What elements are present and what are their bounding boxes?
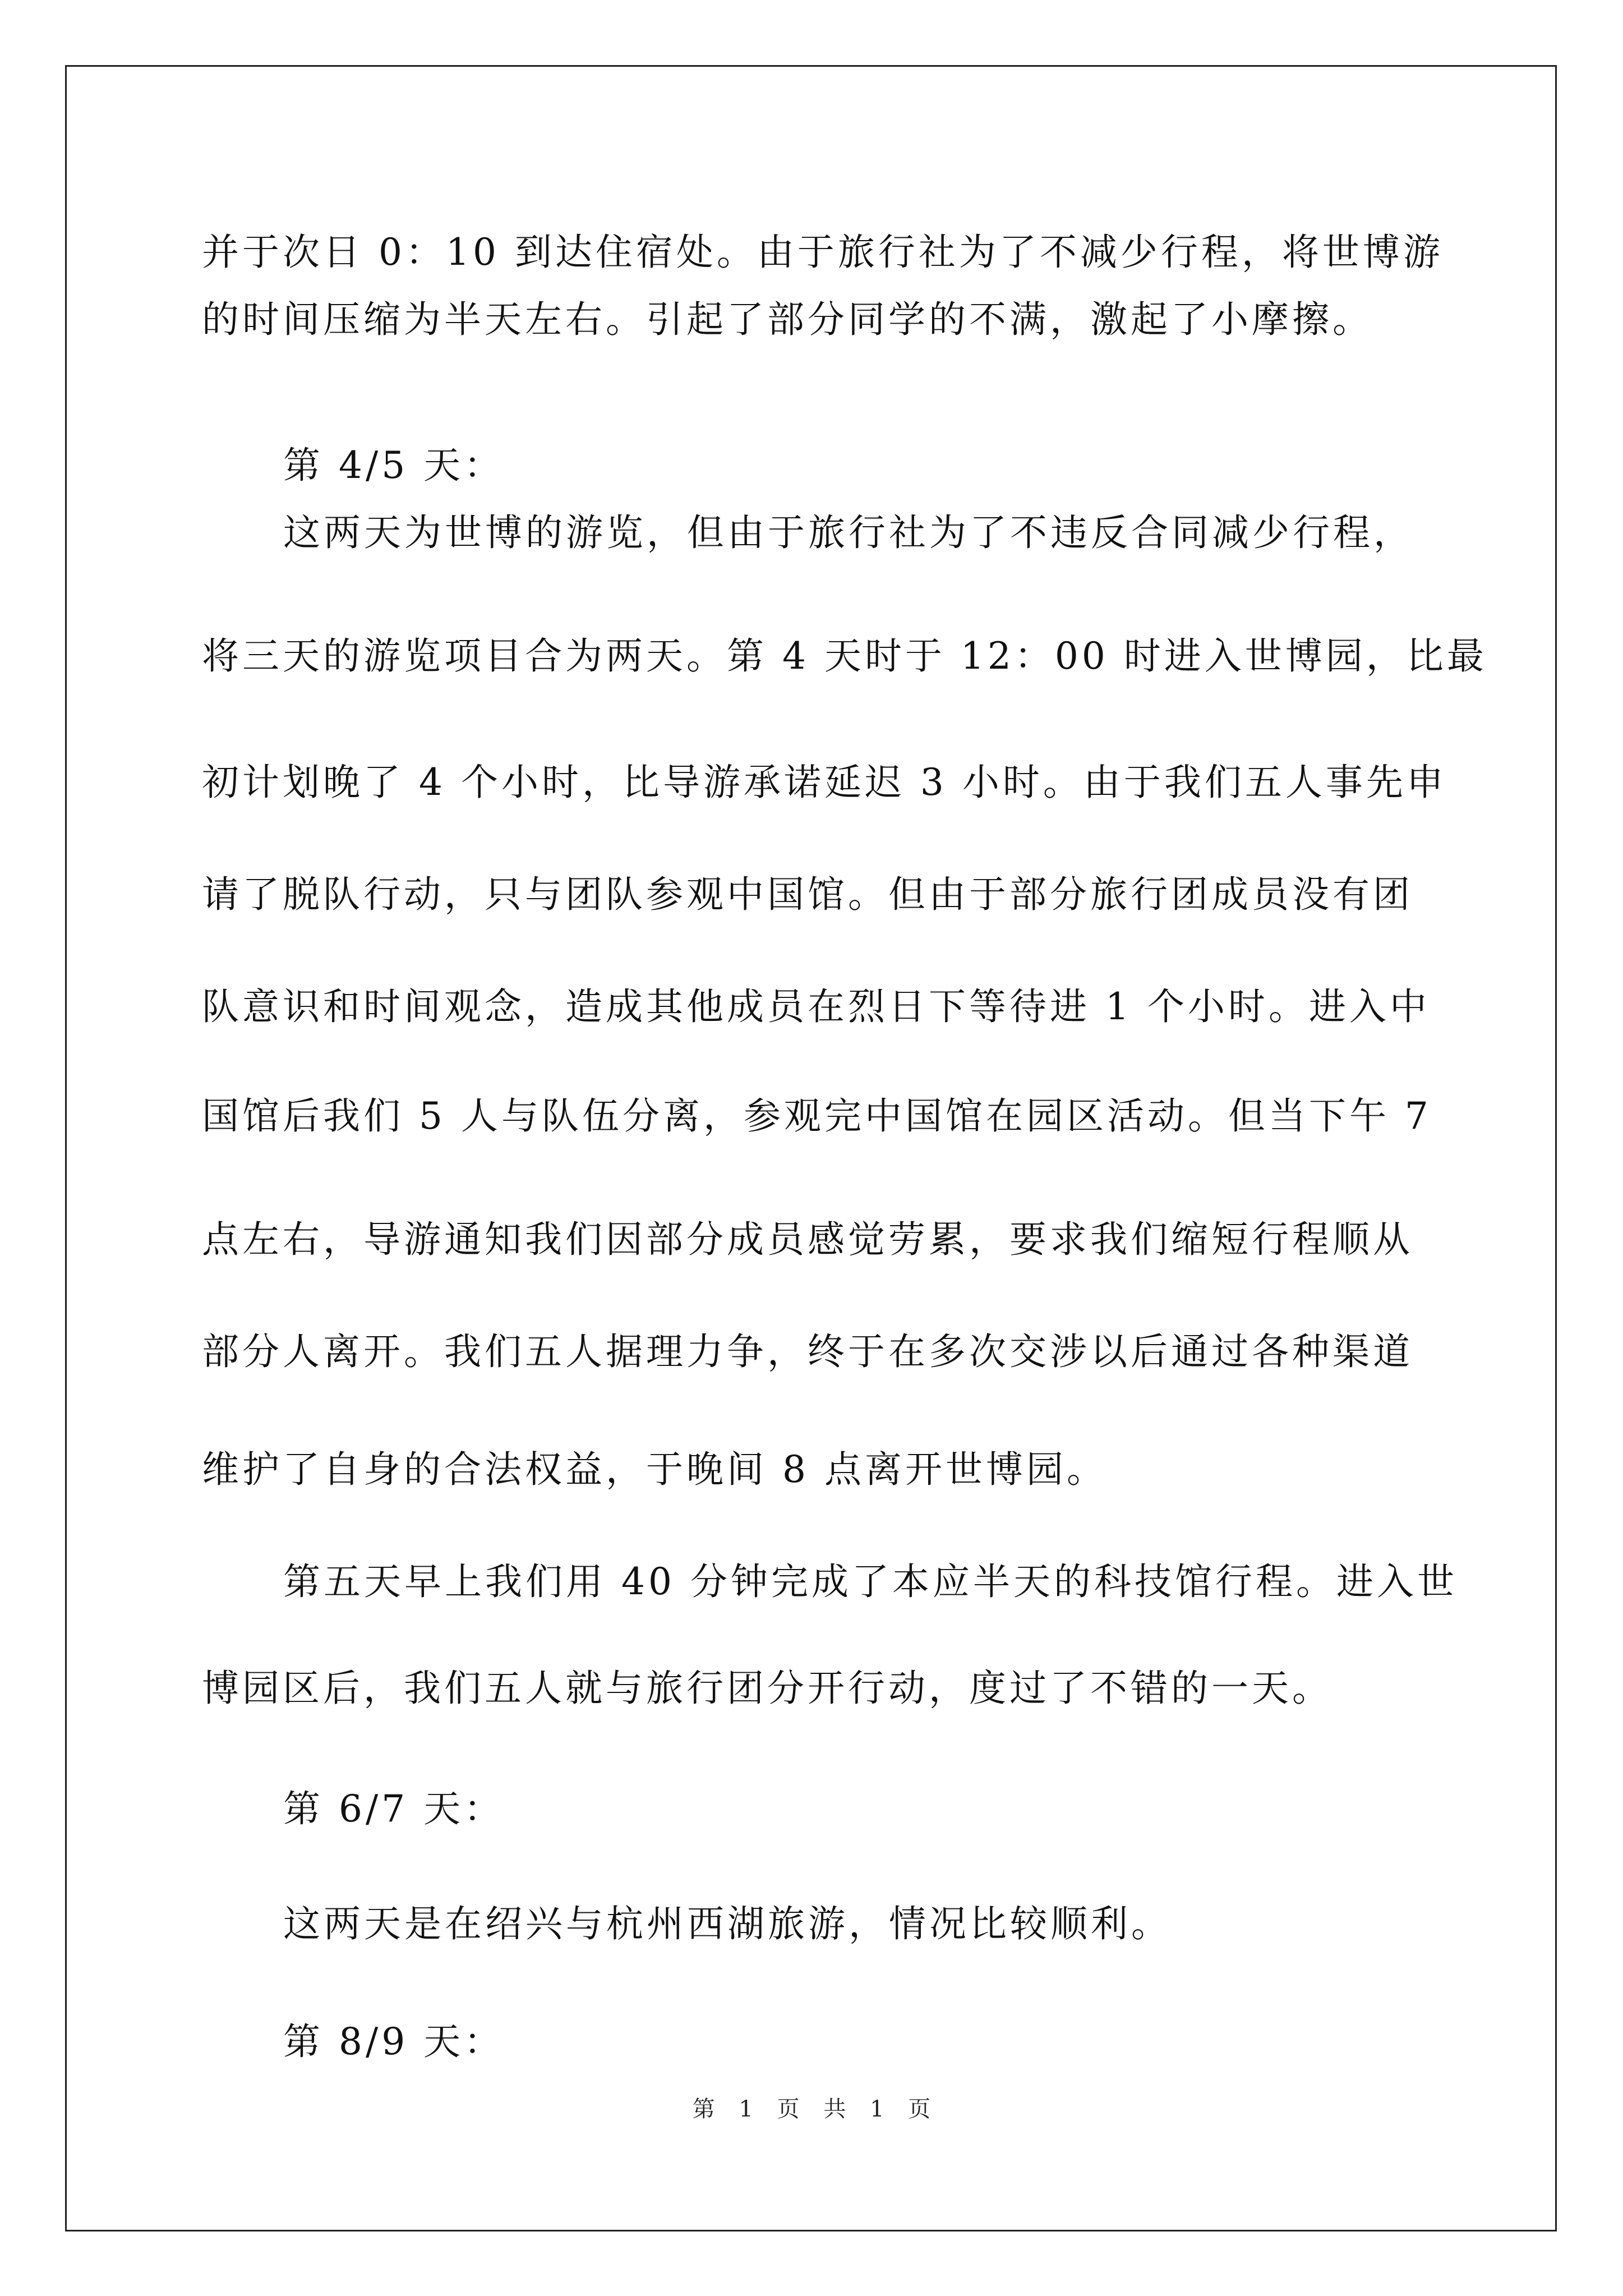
text-line: 请了脱队行动，只与团队参观中国馆。但由于部分旅行团成员没有团 xyxy=(202,873,1413,916)
section-heading: 第 4/5 天： xyxy=(283,444,505,487)
section-heading: 第 6/7 天： xyxy=(283,1787,505,1830)
section-heading: 第 8/9 天： xyxy=(283,2020,505,2063)
text-line: 博园区后，我们五人就与旅行团分开行动，度过了不错的一天。 xyxy=(202,1667,1332,1710)
text-line: 点左右，导游通知我们因部分成员感觉劳累，要求我们缩短行程顺从 xyxy=(202,1218,1413,1261)
page-total: 共 1 页 xyxy=(823,2096,931,2122)
text-line: 并于次日 0：10 到达住宿处。由于旅行社为了不减少行程，将世博游 xyxy=(202,231,1444,274)
text-line: 部分人离开。我们五人据理力争，终于在多次交涉以后通过各种渠道 xyxy=(202,1330,1413,1373)
text-line: 的时间压缩为半天左右。引起了部分同学的不满，激起了小摩擦。 xyxy=(202,298,1373,341)
text-line: 国馆后我们 5 人与队伍分离，参观完中国馆在园区活动。但当下午 7 xyxy=(202,1094,1432,1138)
text-line: 队意识和时间观念，造成其他成员在烈日下等待进 1 个小时。进入中 xyxy=(202,985,1430,1028)
text-line: 第五天早上我们用 40 分钟完成了本应半天的科技馆行程。进入世 xyxy=(283,1560,1458,1603)
page-number: 第 1 页 xyxy=(692,2096,800,2122)
text-line: 这两天为世博的游览，但由于旅行社为了不违反合同减少行程， xyxy=(283,511,1414,554)
text-line: 初计划晚了 4 个小时，比导游承诺延迟 3 小时。由于我们五人事先申 xyxy=(202,761,1447,804)
page-footer xyxy=(0,2092,1623,2126)
text-line: 将三天的游览项目合为两天。第 4 天时于 12：00 时进入世博园，比最 xyxy=(202,634,1487,678)
text-line: 维护了自身的合法权益，于晚间 8 点离开世博园。 xyxy=(202,1448,1107,1491)
text-line: 这两天是在绍兴与杭州西湖旅游，情况比较顺利。 xyxy=(283,1902,1172,1945)
